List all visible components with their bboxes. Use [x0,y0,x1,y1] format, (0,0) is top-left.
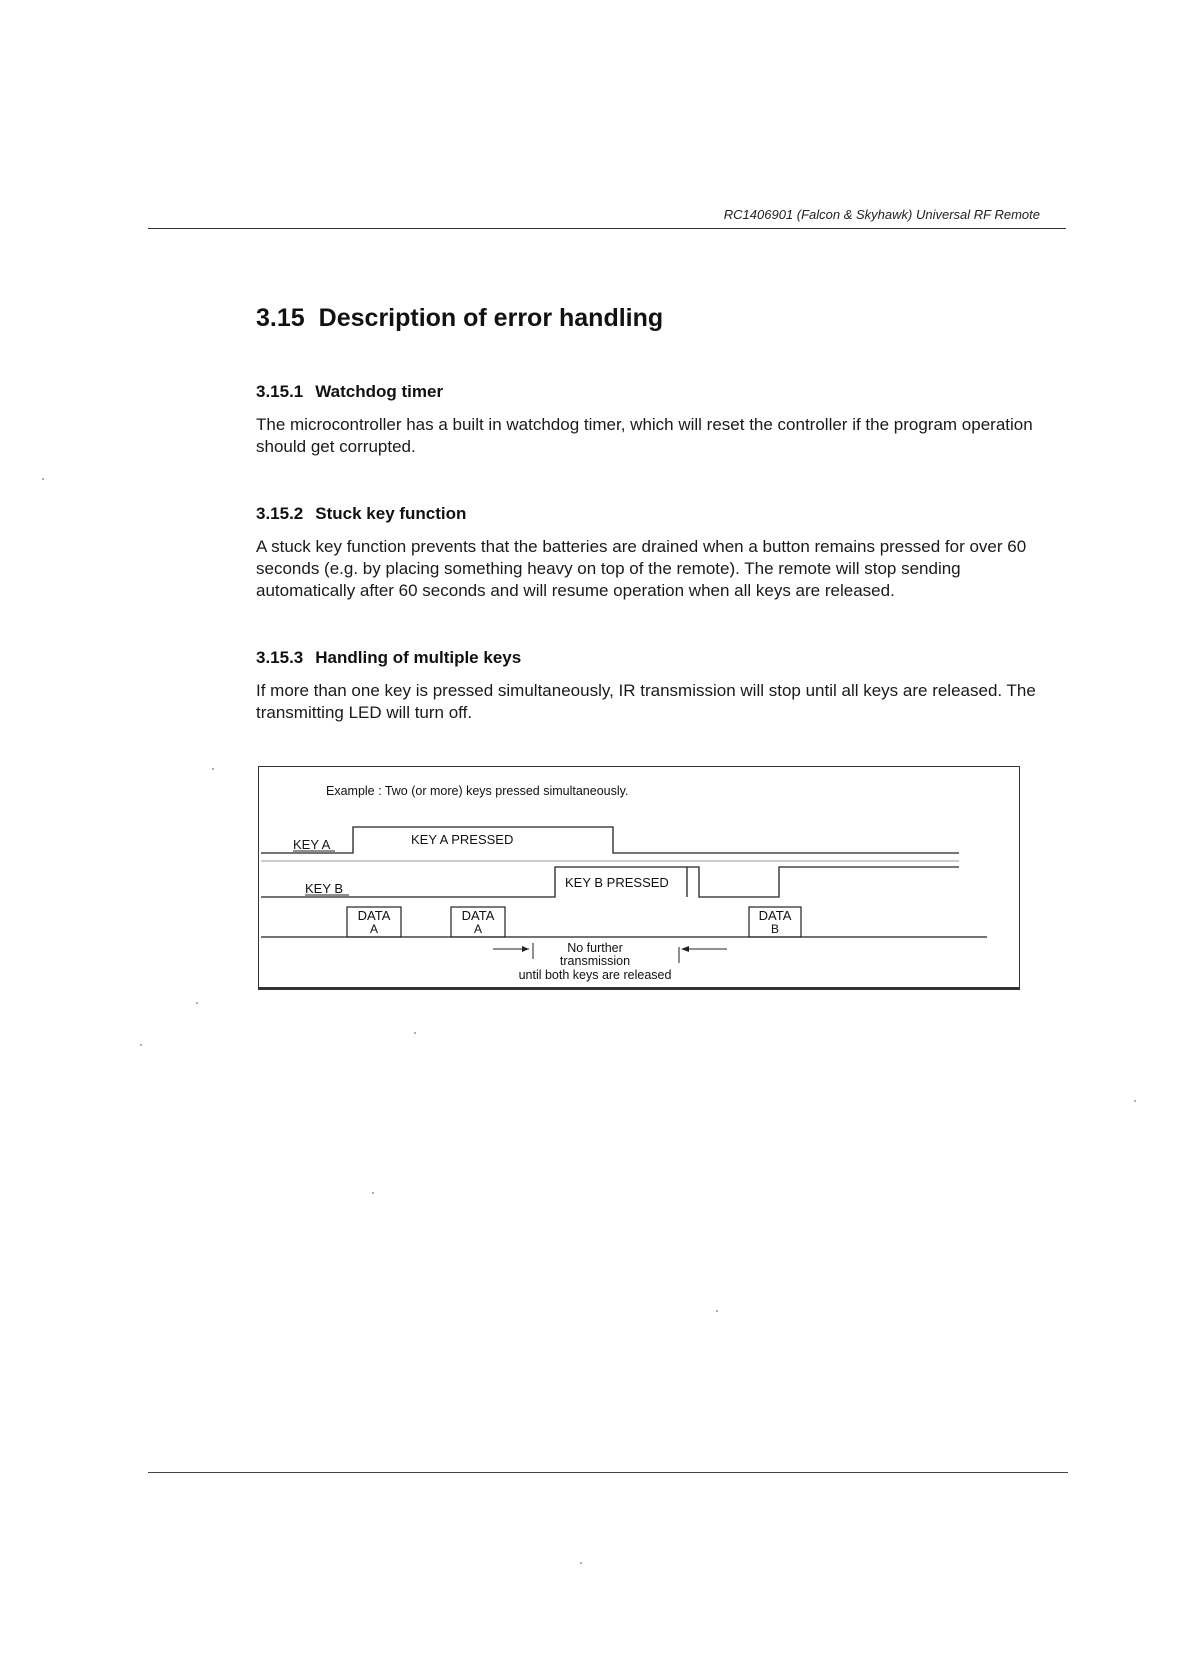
note-line-3: until both keys are released [518,968,672,982]
subsection-title: Handling of multiple keys [315,648,522,667]
key-a-label: KEY A [293,837,331,852]
footer-divider [148,1472,1068,1473]
right-arrow-head [681,946,689,952]
scan-speck [414,1032,416,1034]
scan-speck [716,1310,718,1312]
subsection-number: 3.15.3 [256,648,304,667]
section-heading [256,304,663,333]
key-a-signal [261,827,959,853]
data-a-packet-2-sub: A [473,922,483,936]
scan-speck [212,768,214,770]
note-line-1: No further [567,941,623,955]
scan-speck [1134,1100,1136,1102]
timing-diagram [258,766,1020,990]
header-divider [148,228,1066,229]
scan-speck [372,1192,374,1194]
data-b-packet-sub: B [770,922,780,936]
scan-speck [196,1002,198,1004]
subsection-number: 3.15.1 [256,382,304,401]
running-header: RC1406901 (Falcon & Skyhawk) Universal RF Remote [723,207,1040,222]
data-a-packet-1-label: DATA [357,908,391,923]
scan-speck [580,1562,582,1564]
left-arrow-head [522,946,529,952]
subsection-number: 3.15.2 [256,504,304,523]
key-a-pressed-label: KEY A PRESSED [411,832,514,847]
key-b-label: KEY B [305,881,344,896]
subsection-heading-watchdog [256,382,443,402]
section-number: 3.15 [256,304,305,332]
section-title: Description of error handling [318,304,664,332]
data-a-packet-1-sub: A [369,922,379,936]
subsection-title: Stuck key function [315,504,467,523]
data-a-packet-2-label: DATA [461,908,495,923]
paragraph-multiple-keys: If more than one key is pressed simultaneously, IR transmission will stop until all keys are released. The transmitting LED will turn off. [256,681,1036,722]
scan-speck [140,1044,142,1046]
subsection-title: Watchdog timer [315,382,444,401]
scan-speck [42,478,44,480]
note-line-2: transmission [559,954,631,968]
data-b-packet-label: DATA [758,908,792,923]
diagram-caption: Example : Two (or more) keys pressed simultaneously. [326,784,629,798]
timing-diagram-svg [259,767,1021,991]
subsection-heading-multiple-keys [256,648,521,668]
paragraph-watchdog: The microcontroller has a built in watchdog timer, which will reset the controller if the program operation should get corrupted. [256,415,1033,456]
paragraph-stuck-key: A stuck key function prevents that the batteries are drained when a button remains pressed for over 60 seconds (e.g. by placing something heavy on top of the remote). The remote will stop sending automatically after 60 seconds and will resume operation when all keys are released. [256,537,1027,600]
key-b-pressed-label: KEY B PRESSED [565,875,669,890]
subsection-heading-stuck-key [256,504,466,524]
